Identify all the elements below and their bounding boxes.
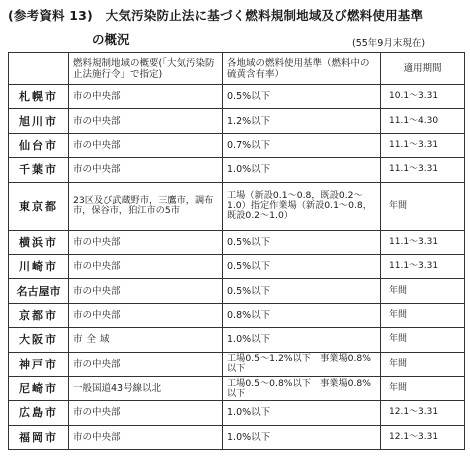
regulated-area: 市の中央部 <box>69 109 223 133</box>
document-title-continued: の概況 <box>92 32 130 47</box>
sulfur-standard: 工場0.5～1.2%以下 事業場0.8%以下 <box>223 352 381 376</box>
header-area: 燃料規制地域の概要(「大気汚染防止法施行令」で指定) <box>69 53 223 85</box>
table-row <box>9 425 465 449</box>
city-name: 東京都 <box>9 182 69 230</box>
city-name: 広島市 <box>9 401 69 425</box>
as-of-date: (55年9月末現在) <box>352 38 426 49</box>
table-row <box>9 376 465 400</box>
header-city <box>9 53 69 85</box>
table-row <box>9 109 465 133</box>
sulfur-standard: 0.5%以下 <box>223 279 381 303</box>
header-period: 適用期間 <box>381 53 465 85</box>
header-standard: 各地域の燃料使用基準（燃料中の硫黄含有率） <box>223 53 381 85</box>
application-period: 11.1～3.31 <box>381 254 465 278</box>
table-row <box>9 254 465 278</box>
regulated-area: 市全域 <box>69 328 223 352</box>
regulated-area: 市の中央部 <box>69 158 223 182</box>
sulfur-standard: 0.5%以下 <box>223 254 381 278</box>
regulated-area: 市の中央部 <box>69 133 223 157</box>
table-row <box>9 158 465 182</box>
city-name: 横浜市 <box>9 230 69 254</box>
application-period: 年間 <box>381 303 465 327</box>
city-name: 千葉市 <box>9 158 69 182</box>
table-row <box>9 401 465 425</box>
regulated-area: 市の中央部 <box>69 279 223 303</box>
application-period: 年間 <box>381 279 465 303</box>
table-row <box>9 328 465 352</box>
sulfur-standard: 1.0%以下 <box>223 328 381 352</box>
sulfur-standard: 0.7%以下 <box>223 133 381 157</box>
table-row <box>9 279 465 303</box>
sulfur-standard: 0.5%以下 <box>223 230 381 254</box>
city-name: 福岡市 <box>9 425 69 449</box>
city-name: 旭川市 <box>9 109 69 133</box>
city-name: 神戸市 <box>9 352 69 376</box>
regulated-area: 市の中央部 <box>69 352 223 376</box>
table-row <box>9 230 465 254</box>
sulfur-standard: 0.5%以下 <box>223 85 381 109</box>
application-period: 11.1～4.30 <box>381 109 465 133</box>
application-period: 11.1～3.31 <box>381 230 465 254</box>
application-period: 11.1～3.31 <box>381 158 465 182</box>
city-name: 名古屋市 <box>9 279 69 303</box>
regulated-area: 市の中央部 <box>69 254 223 278</box>
application-period: 12.1～3.31 <box>381 401 465 425</box>
table-row <box>9 182 465 230</box>
table-row <box>9 303 465 327</box>
application-period: 年間 <box>381 182 465 230</box>
city-name: 大阪市 <box>9 328 69 352</box>
sulfur-standard: 1.0%以下 <box>223 401 381 425</box>
sulfur-standard: 0.8%以下 <box>223 303 381 327</box>
fuel-regulation-table <box>8 52 465 450</box>
regulated-area: 市の中央部 <box>69 425 223 449</box>
table-row <box>9 133 465 157</box>
sulfur-standard: 工場（新設0.1～0.8，既設0.2～1.0）指定作業場（新設0.1～0.8，既設0.2～1.0） <box>223 182 381 230</box>
sulfur-standard: 1.0%以下 <box>223 425 381 449</box>
table-row <box>9 85 465 109</box>
regulated-area: 市の中央部 <box>69 401 223 425</box>
sulfur-standard: 1.0%以下 <box>223 158 381 182</box>
application-period: 11.1～3.31 <box>381 133 465 157</box>
city-name: 尼崎市 <box>9 376 69 400</box>
sulfur-standard: 工場0.5～0.8%以下 事業場0.8%以下 <box>223 376 381 400</box>
regulated-area: 一般国道43号線以北 <box>69 376 223 400</box>
regulated-area: 市の中央部 <box>69 230 223 254</box>
table-row <box>9 352 465 376</box>
application-period: 12.1～3.31 <box>381 425 465 449</box>
regulated-area: 市の中央部 <box>69 303 223 327</box>
sulfur-standard: 1.2%以下 <box>223 109 381 133</box>
application-period: 10.1～3.31 <box>381 85 465 109</box>
application-period: 年間 <box>381 328 465 352</box>
table-header-row <box>9 53 465 85</box>
city-name: 京都市 <box>9 303 69 327</box>
application-period: 年間 <box>381 352 465 376</box>
regulated-area: 市の中央部 <box>69 85 223 109</box>
regulated-area: 23区及び武蔵野市，三鷹市，調布市，保谷市，狛江市の5市 <box>69 182 223 230</box>
city-name: 札幌市 <box>9 85 69 109</box>
document-title: (参考資料 13) 大気汚染防止法に基づく燃料規制地域及び燃料使用基準 <box>8 8 424 23</box>
city-name: 仙台市 <box>9 133 69 157</box>
application-period: 年間 <box>381 376 465 400</box>
city-name: 川崎市 <box>9 254 69 278</box>
